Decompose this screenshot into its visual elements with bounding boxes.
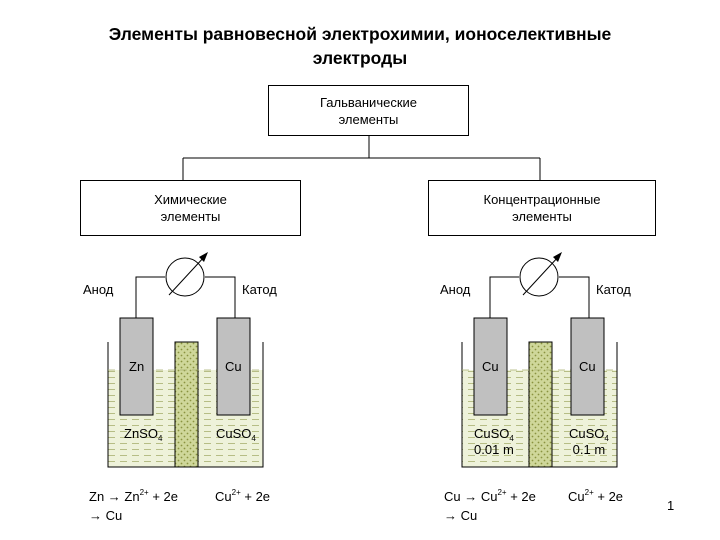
right-anode-label: Анод [440,282,471,297]
left-solution-right-label: CuSO$_4$ [216,426,256,443]
chemical-box-line-1: Химические [154,192,227,207]
page-number: 1 [667,498,675,513]
page-title [0,22,720,70]
left-salt-bridge [175,342,198,467]
concentration-box-line-2: элементы [512,209,572,224]
right-cathode-electrode-label: Cu [579,359,596,374]
chemical-elements-box [80,180,301,236]
right-anode-electrode-label: Cu [482,359,499,374]
right-solution-right-label: CuSO$_4$ 0.1 m [569,426,609,457]
right-cathode-label: Катод [596,282,631,297]
left-anode-equation: $Zn \to Zn^{2+} + 2e$ → Cu [89,488,178,523]
left-anode-electrode-label: Zn [129,359,145,374]
right-solution-left-conc: 0.01 m [474,442,514,457]
galvanic-elements-box [268,85,469,136]
right-anode-equation: $Cu \to Cu^{2+} + 2e$ → Cu [444,488,536,523]
concentration-box-line-1: Концентрационные [483,192,601,207]
left-cathode-equation: $Cu^{2+} + 2e$ [215,488,271,504]
right-solution-right-conc: 0.1 m [572,442,606,457]
chemical-box-line-2: элементы [160,209,221,224]
right-meter-icon [520,252,562,296]
title-line-2: электроды [312,48,408,68]
tree-connectors [183,135,540,180]
galvanic-box-line-2: элементы [338,111,399,127]
left-anode-label: Анод [83,282,114,297]
right-cathode-equation: $Cu^{2+} + 2e$ [568,488,624,504]
left-solution-left-label: ZnSO$_4$ [124,426,163,443]
left-meter-icon [166,252,208,296]
left-cathode-electrode-label: Cu [225,359,242,374]
right-salt-bridge [529,342,552,467]
title-line-1: Элементы равновесной электрохимии, ионоселективные [108,24,612,44]
concentration-elements-box [428,180,656,236]
galvanic-box-line-1: Гальванические [319,94,417,110]
left-cathode-label: Катод [242,282,277,297]
right-solution-left-label: CuSO$_4$ 0.01 m [474,426,514,457]
